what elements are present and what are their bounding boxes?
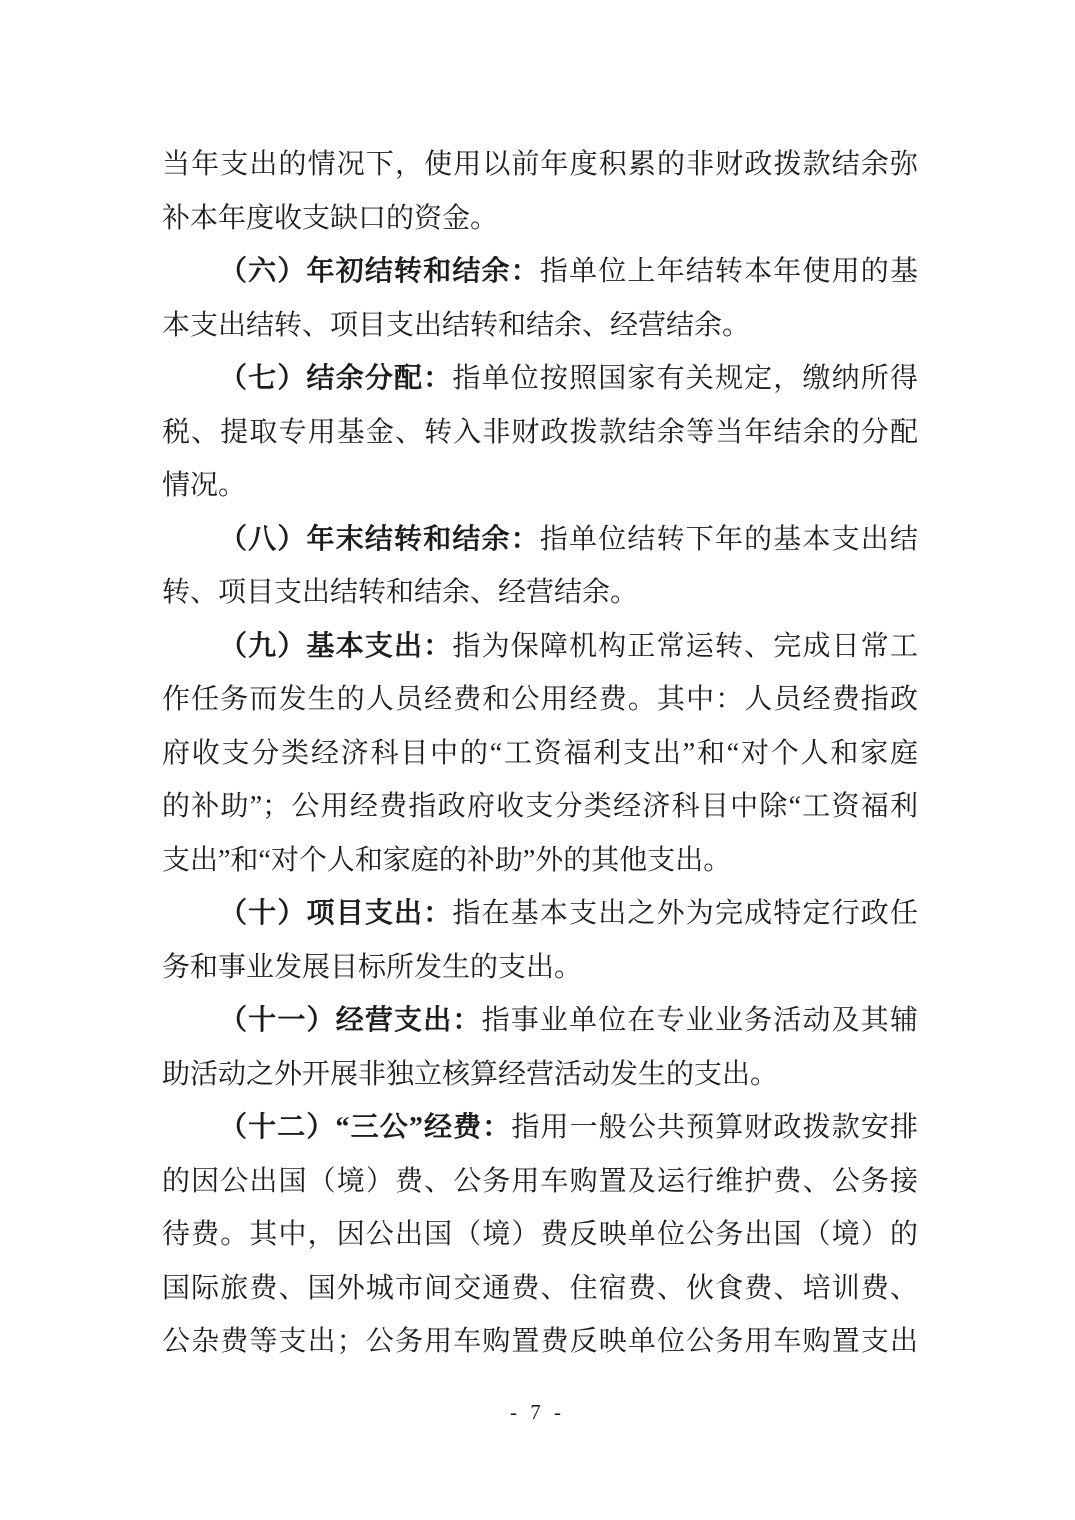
text-line <box>162 299 918 353</box>
text-line <box>162 566 918 620</box>
line-text: 指在基本支出之外为完成特定行政任 <box>452 898 918 929</box>
line-text: 府收支分类经济科目中的“工资福利支出”和“对个人和家庭 <box>162 737 918 769</box>
line-text: 公杂费等支出；公务用车购置费反映单位公务用车购置支出 <box>162 1326 918 1357</box>
line-text: 指为保障机构正常运转、完成日常工 <box>452 630 918 662</box>
page-number: - 7 - <box>510 1400 565 1424</box>
document-body <box>162 138 918 1369</box>
text-line <box>162 780 918 834</box>
text-line <box>162 1048 918 1102</box>
line-text: 支出”和“对个人和家庭的补助”外的其他支出。 <box>162 844 732 876</box>
text-line <box>162 406 918 460</box>
text-line <box>162 245 918 299</box>
line-text: 指用一般公共预算财政拨款安排 <box>511 1112 918 1143</box>
line-text: 情况。 <box>162 470 247 501</box>
text-line <box>162 138 918 192</box>
term-heading: （十一）经营支出： <box>219 1005 482 1036</box>
text-line <box>162 673 918 727</box>
text-line <box>162 994 918 1048</box>
line-text: 助活动之外开展非独立核算经营活动发生的支出。 <box>162 1058 779 1090</box>
term-heading: （九）基本支出： <box>219 630 453 662</box>
text-line <box>162 620 918 674</box>
term-heading: （八）年末结转和结余： <box>219 523 540 555</box>
text-line <box>162 459 918 513</box>
line-text: 指事业单位在专业业务活动及其辅 <box>481 1005 918 1036</box>
text-line <box>162 941 918 995</box>
line-text: 的补助”；公用经费指政府收支分类经济科目中除“工资福利 <box>162 791 918 822</box>
text-line <box>162 513 918 567</box>
text-line <box>162 834 918 888</box>
text-line <box>162 1262 918 1316</box>
line-text: 的因公出国（境）费、公务用车购置及运行维护费、公务接 <box>162 1165 918 1197</box>
text-line <box>162 887 918 941</box>
line-text: 务和事业发展目标所发生的支出。 <box>162 951 583 983</box>
line-text: 补本年度收支缺口的资金。 <box>162 202 499 234</box>
term-heading: （六）年初结转和结余： <box>219 256 540 287</box>
text-line <box>162 1208 918 1262</box>
line-text: 待费。其中，因公出国（境）费反映单位公务出国（境）的 <box>162 1219 918 1250</box>
line-text: 转、项目支出结转和结余、经营结余。 <box>162 577 639 608</box>
text-line <box>162 192 918 246</box>
text-line <box>162 1315 918 1369</box>
line-text: 作任务而发生的人员经费和公用经费。其中：人员经费指政 <box>162 684 918 715</box>
line-text: 指单位结转下年的基本支出结 <box>539 523 918 555</box>
text-line <box>162 1101 918 1155</box>
line-text: 指单位按照国家有关规定，缴纳所得 <box>452 363 918 394</box>
line-text: 当年支出的情况下，使用以前年度积累的非财政拨款结余弥 <box>162 149 918 180</box>
line-text: 国际旅费、国外城市间交通费、住宿费、伙食费、培训费、 <box>162 1272 918 1304</box>
line-text: 税、提取专用基金、转入非财政拨款结余等当年结余的分配 <box>162 416 918 448</box>
line-text: 本支出结转、项目支出结转和结余、经营结余。 <box>162 309 751 341</box>
term-heading: （十二）“三公”经费： <box>219 1112 512 1143</box>
text-line <box>162 352 918 406</box>
text-line <box>162 1155 918 1209</box>
line-text: 指单位上年结转本年使用的基 <box>539 256 918 287</box>
term-heading: （七）结余分配： <box>219 363 453 394</box>
text-line <box>162 727 918 781</box>
term-heading: （十）项目支出： <box>219 898 453 929</box>
